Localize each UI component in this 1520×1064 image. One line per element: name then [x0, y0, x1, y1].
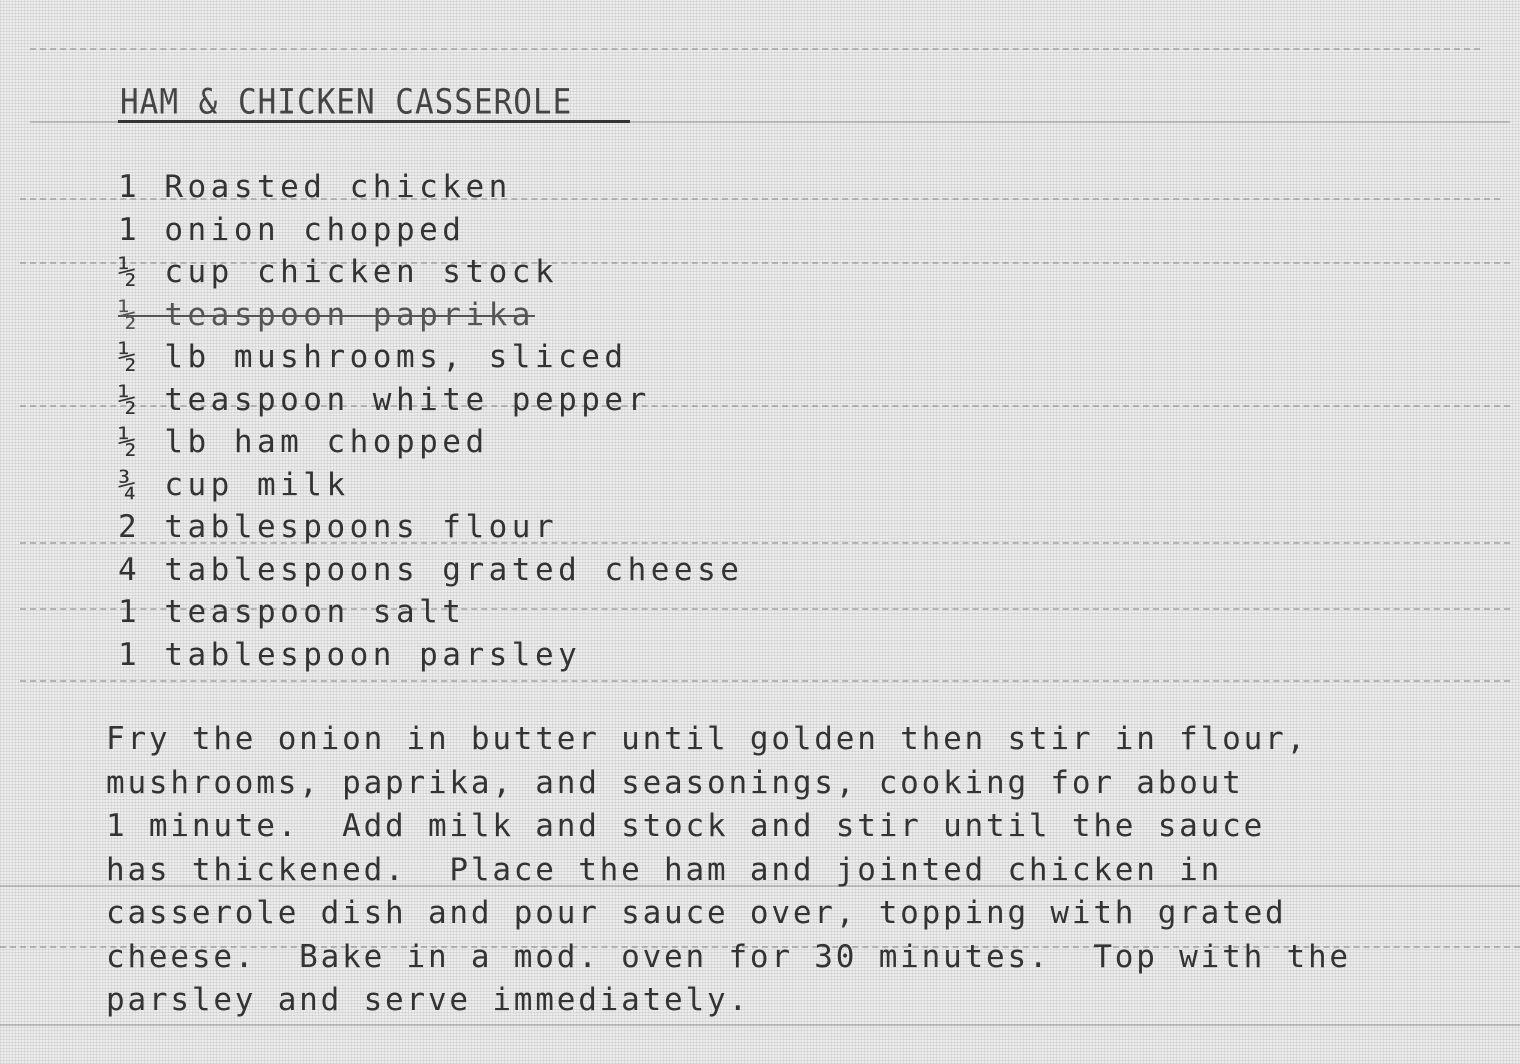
- ingredient-item: 2 tablespoons flour: [118, 509, 559, 545]
- ingredient-item: 1 Roasted chicken: [118, 169, 512, 205]
- method-line: casserole dish and pour sauce over, topping with grated: [106, 895, 1287, 931]
- ingredient-item: 4 tablespoons grated cheese: [118, 551, 744, 588]
- ingredient-item: 1 tablespoon parsley: [118, 636, 582, 673]
- paper-line: [0, 1024, 1520, 1026]
- ingredient-item: 1 onion chopped: [118, 211, 466, 248]
- method-line: cheese. Bake in a mod. oven for 30 minutes. Top with the: [106, 938, 1351, 975]
- method-line: Fry the onion in butter until golden then stir in flour,: [106, 721, 1308, 757]
- ingredient-item-struck: ½ teaspoon paprika: [118, 296, 535, 333]
- paper-line: [30, 48, 1480, 50]
- method-paragraph: [106, 718, 1496, 1023]
- method-line: has thickened. Place the ham and jointed chicken in: [106, 851, 1223, 888]
- ingredient-item: ½ cup chicken stock: [118, 254, 559, 290]
- paper-line: [20, 680, 1510, 682]
- method-line: 1 minute. Add milk and stock and stir until the sauce: [106, 808, 1266, 844]
- method-line: parsley and serve immediately.: [106, 982, 750, 1018]
- title-underline: [118, 120, 630, 123]
- ingredient-item: ½ lb mushrooms, sliced: [118, 339, 628, 375]
- ingredient-item: ¾ cup milk: [118, 466, 350, 503]
- ingredient-item: ½ teaspoon white pepper: [118, 381, 651, 418]
- method-line: mushrooms, paprika, and seasonings, cooking for about: [106, 764, 1244, 801]
- ingredient-item: 1 teaspoon salt: [118, 594, 466, 630]
- ingredient-list: [118, 166, 743, 676]
- ingredient-item: ½ lb ham chopped: [118, 424, 489, 460]
- recipe-title: HAM & CHICKEN CASSEROLE: [120, 82, 573, 123]
